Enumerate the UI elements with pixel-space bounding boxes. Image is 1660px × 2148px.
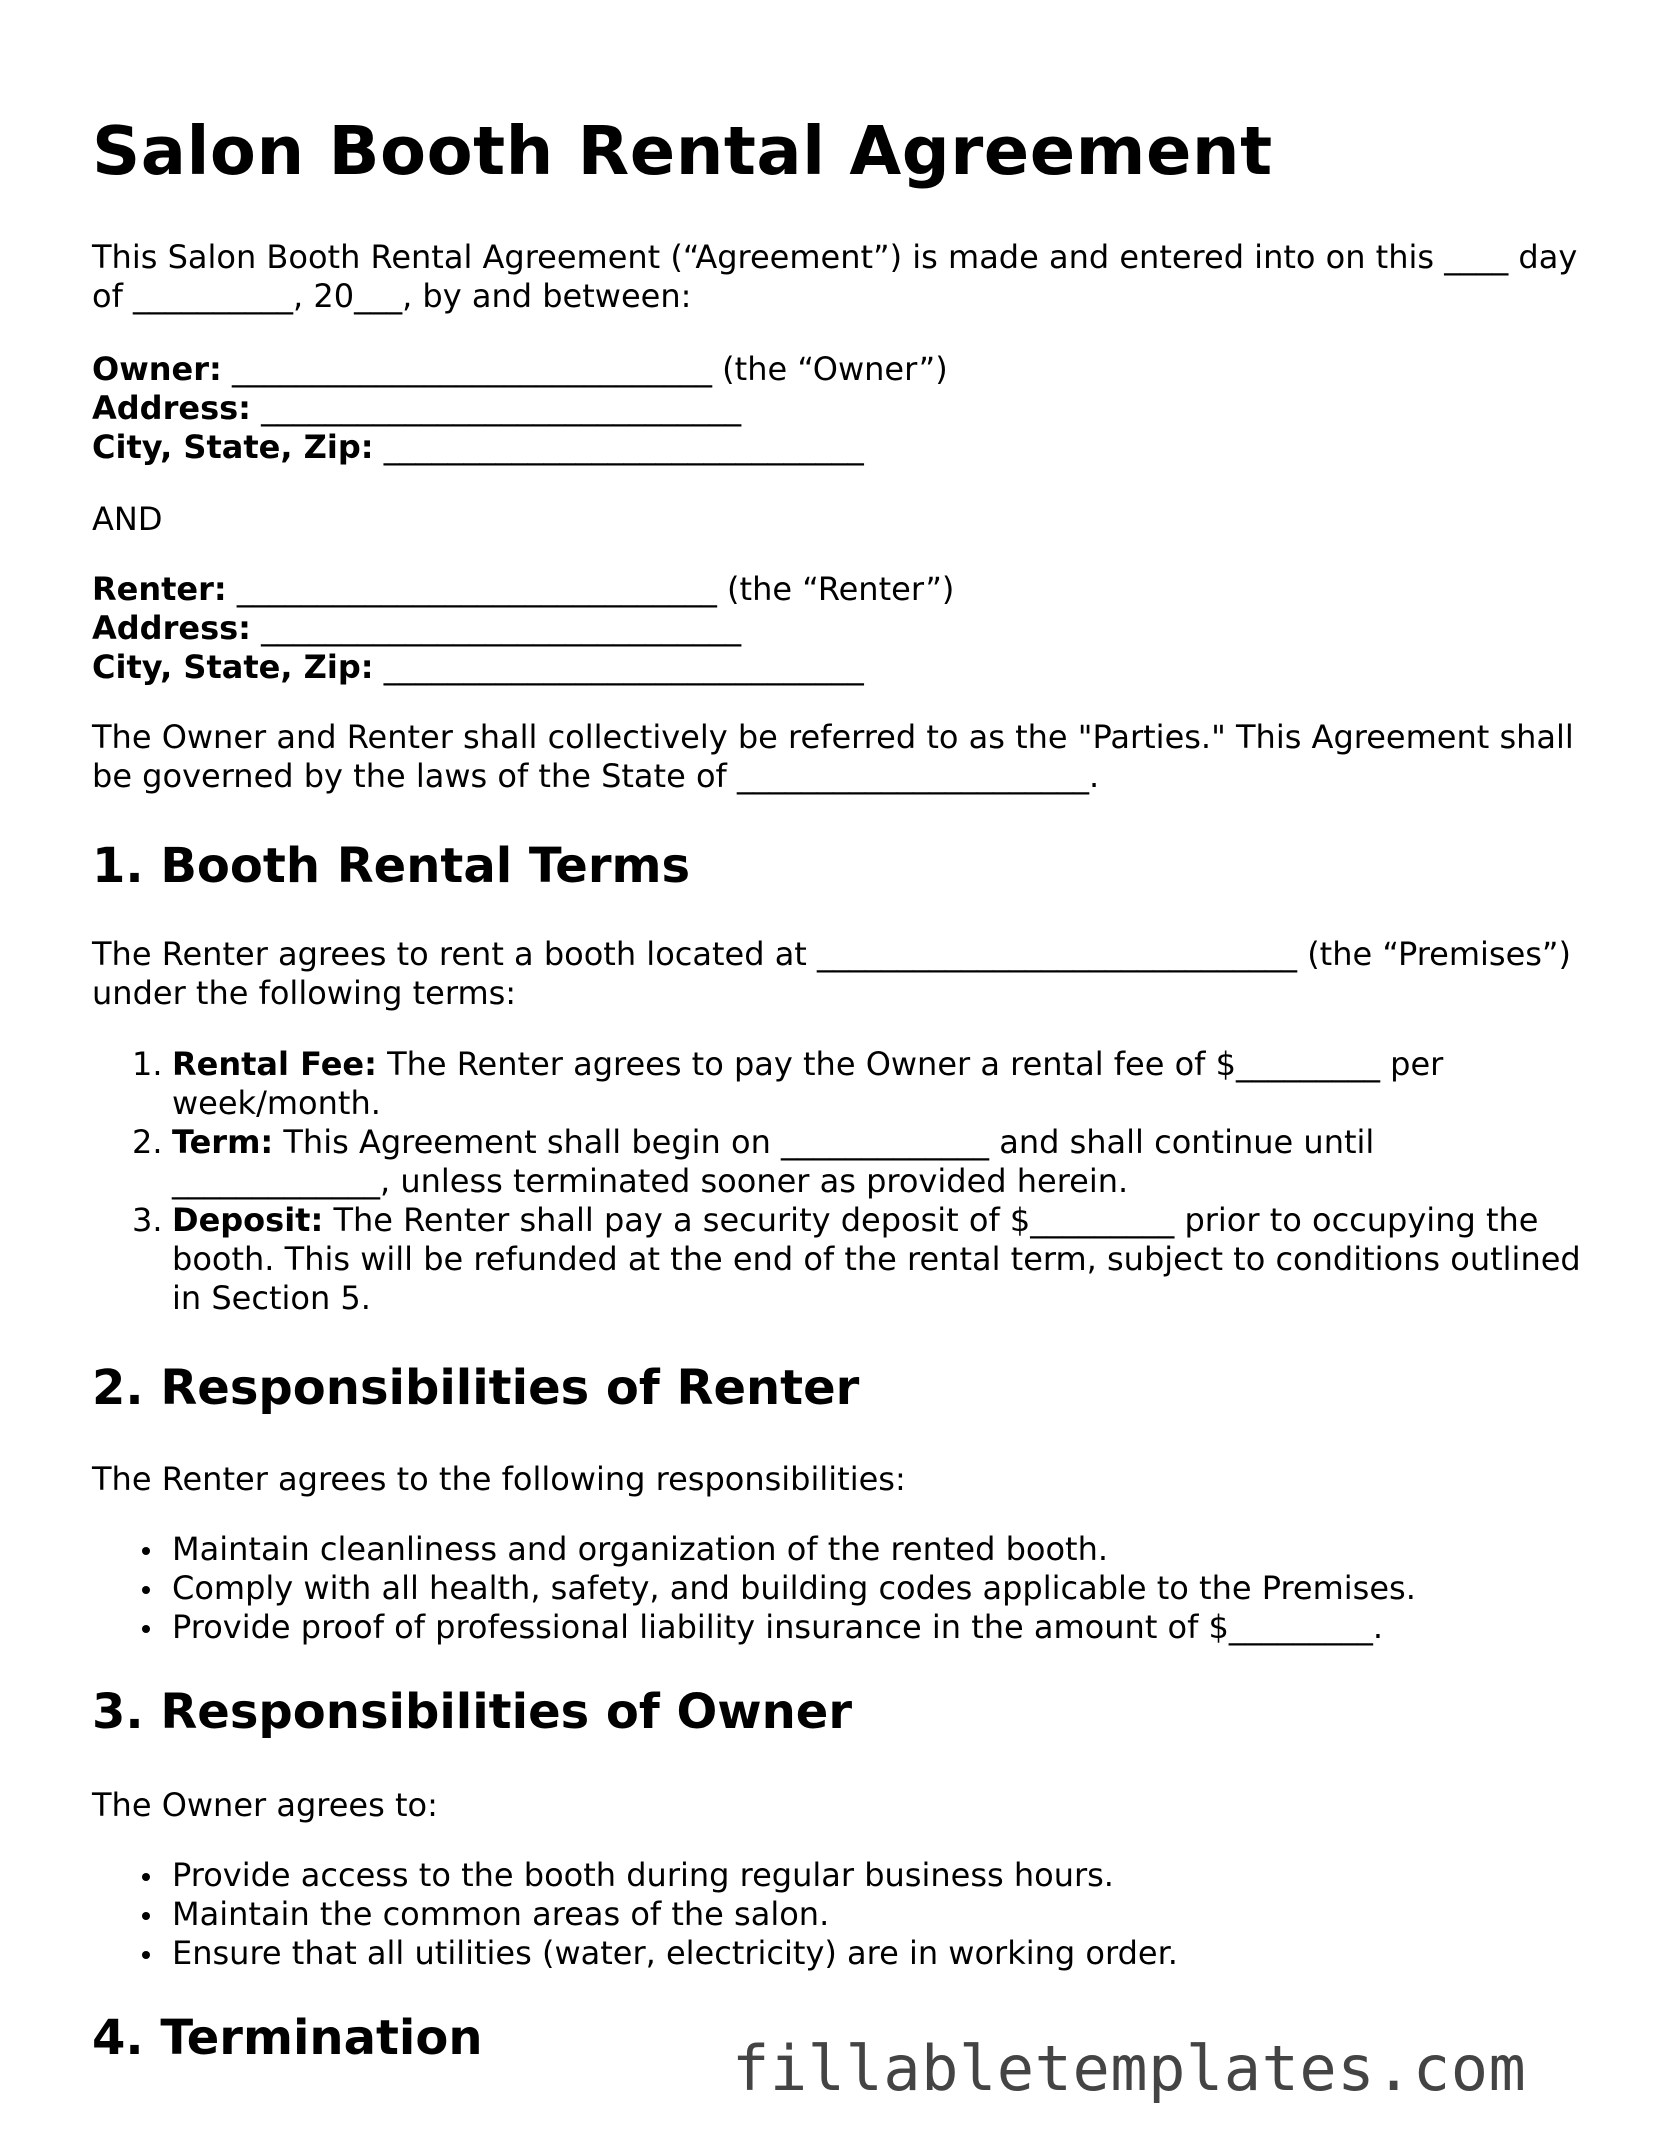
section-2-intro: The Renter agrees to the following responsibilities: — [92, 1460, 906, 1498]
list-item — [92, 1123, 1592, 1201]
bullet-icon — [142, 1951, 150, 1959]
list-number: 3. — [132, 1201, 163, 1239]
bullet-icon — [142, 1547, 150, 1555]
renter-responsibilities-list — [92, 1530, 1592, 1647]
document-title: Salon Booth Rental Agreement — [92, 112, 1273, 190]
renter-line — [92, 570, 1592, 609]
item-text: This Agreement shall begin on _____________ and shall continue until _____________, unless terminated sooner as provided herein. — [172, 1123, 1375, 1200]
owner-label: Owner: — [92, 350, 222, 388]
bullet-icon — [142, 1586, 150, 1594]
owner-block — [92, 350, 1592, 467]
bullet-icon — [142, 1625, 150, 1633]
renter-label: Renter: — [92, 570, 227, 608]
list-item — [92, 1045, 1592, 1123]
item-text: Ensure that all utilities (water, electricity) are in working order. — [172, 1934, 1178, 1972]
renter-block — [92, 570, 1592, 687]
section-1-intro: The Renter agrees to rent a booth located at ______________________________ (the “Premises”) under the following terms: — [92, 935, 1571, 1012]
and-text: AND — [92, 500, 163, 538]
renter-city-label: City, State, Zip: — [92, 648, 374, 686]
renter-address-label: Address: — [92, 609, 251, 647]
rental-terms-list — [92, 1045, 1592, 1318]
item-label: Term: — [172, 1123, 274, 1161]
list-item — [92, 1569, 1592, 1608]
list-number: 1. — [132, 1045, 163, 1083]
parties-paragraph: The Owner and Renter shall collectively be referred to as the "Parties." This Agreement shall be governed by the laws of the State of ______________________. — [92, 718, 1574, 795]
owner-address-value: ______________________________ — [250, 389, 742, 427]
item-text: The Renter agrees to pay the Owner a rental fee of $_________ per week/month. — [172, 1045, 1444, 1122]
renter-address-line — [92, 609, 1592, 648]
item-text: Maintain the common areas of the salon. — [172, 1895, 830, 1933]
renter-value: ______________________________ (the “Renter”) — [226, 570, 955, 608]
list-item — [92, 1608, 1592, 1647]
section-2-heading: 2. Responsibilities of Renter — [92, 1360, 860, 1416]
owner-city-line — [92, 428, 1592, 467]
intro-paragraph: This Salon Booth Rental Agreement (“Agreement”) is made and entered into on this ____ day of __________, 20___, by and between: — [92, 238, 1578, 315]
owner-address-label: Address: — [92, 389, 251, 427]
renter-city-line — [92, 648, 1592, 687]
section-3-intro: The Owner agrees to: — [92, 1786, 438, 1824]
item-text: Provide access to the booth during regular business hours. — [172, 1856, 1114, 1894]
list-item — [92, 1530, 1592, 1569]
section-1-heading: 1. Booth Rental Terms — [92, 838, 691, 894]
item-label: Deposit: — [172, 1201, 324, 1239]
owner-city-label: City, State, Zip: — [92, 428, 374, 466]
list-item — [92, 1934, 1592, 1973]
owner-line — [92, 350, 1592, 389]
list-item — [92, 1201, 1592, 1318]
item-text: Maintain cleanliness and organization of the rented booth. — [172, 1530, 1109, 1568]
item-label: Rental Fee: — [172, 1045, 377, 1083]
list-number: 2. — [132, 1123, 163, 1161]
item-text: The Renter shall pay a security deposit of $_________ prior to occupying the booth. This will be refunded at the end of the rental term, subject to conditions outlined in Section 5. — [172, 1201, 1581, 1317]
item-text: Comply with all health, safety, and building codes applicable to the Premises. — [172, 1569, 1416, 1607]
section-3-heading: 3. Responsibilities of Owner — [92, 1684, 853, 1740]
renter-city-value: ______________________________ — [373, 648, 864, 686]
owner-value: ______________________________ (the “Owner”) — [221, 350, 948, 388]
owner-address-line — [92, 389, 1592, 428]
list-item — [92, 1895, 1592, 1934]
list-item — [92, 1856, 1592, 1895]
renter-address-value: ______________________________ — [250, 609, 742, 647]
owner-responsibilities-list — [92, 1856, 1592, 1973]
bullet-icon — [142, 1912, 150, 1920]
watermark: fillabletemplates.com — [732, 2032, 1527, 2105]
owner-city-value: ______________________________ — [373, 428, 864, 466]
item-text: Provide proof of professional liability insurance in the amount of $_________. — [172, 1608, 1384, 1646]
section-4-heading: 4. Termination — [92, 2010, 483, 2066]
bullet-icon — [142, 1873, 150, 1881]
